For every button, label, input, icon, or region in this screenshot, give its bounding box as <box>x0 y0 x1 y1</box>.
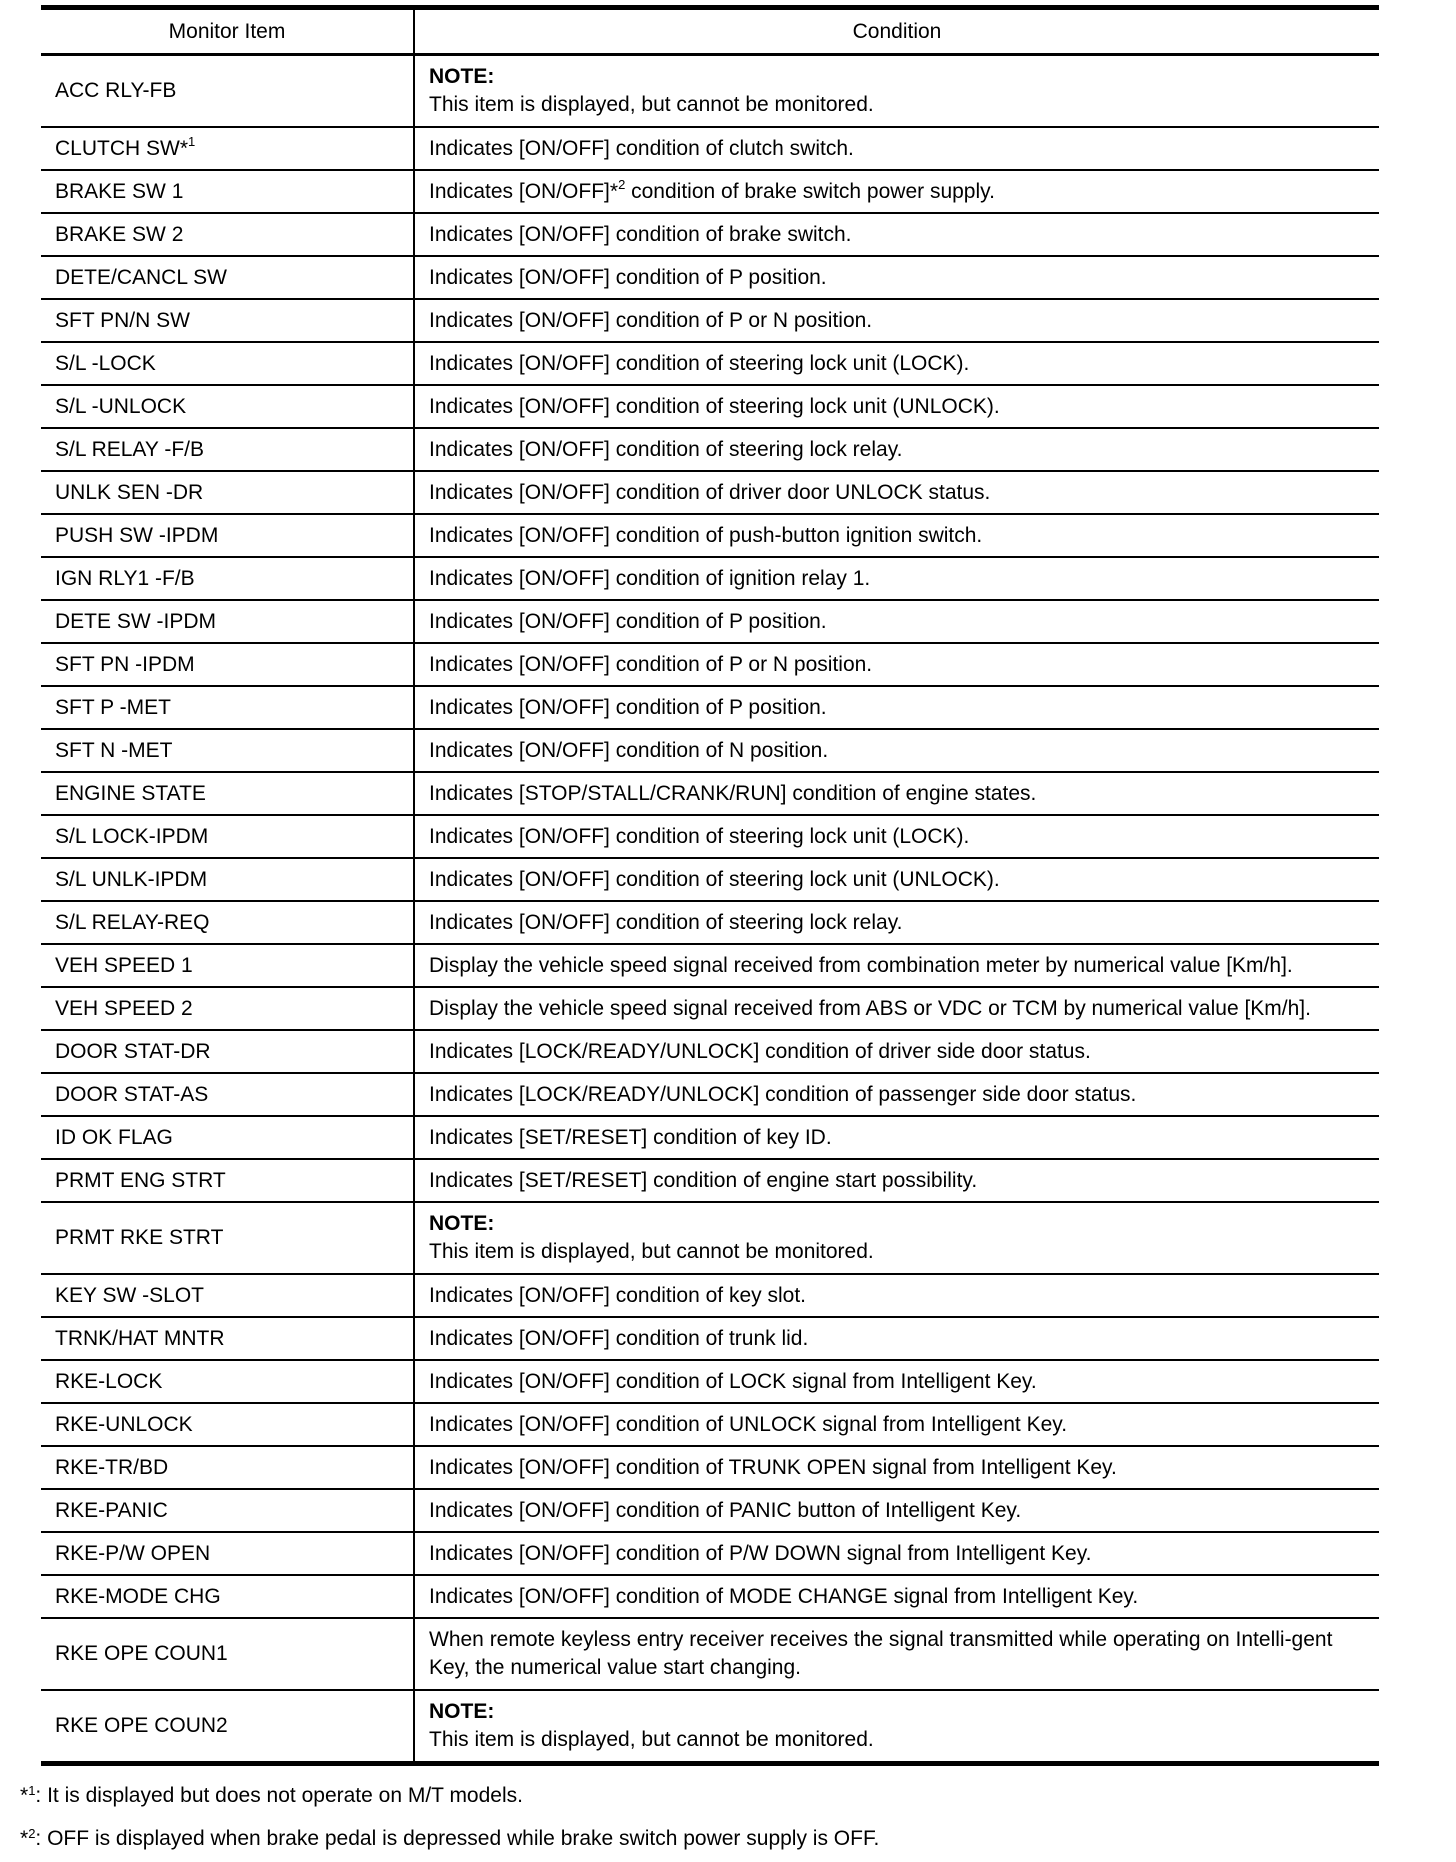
table-row <box>41 1116 1379 1159</box>
condition: Indicates [LOCK/READY/UNLOCK] condition of driver side door status. <box>414 1030 1379 1073</box>
table-row <box>41 1159 1379 1202</box>
monitor-item: RKE OPE COUN2 <box>41 1690 414 1764</box>
table-row <box>41 987 1379 1030</box>
table-row <box>41 1274 1379 1317</box>
condition: Indicates [SET/RESET] condition of key ID. <box>414 1116 1379 1159</box>
condition: Indicates [ON/OFF] condition of push-button ignition switch. <box>414 514 1379 557</box>
table-row <box>41 1532 1379 1575</box>
condition: Indicates [ON/OFF] condition of N position. <box>414 729 1379 772</box>
table-row <box>41 299 1379 342</box>
condition: Indicates [ON/OFF] condition of TRUNK OPEN signal from Intelligent Key. <box>414 1446 1379 1489</box>
table-row <box>41 772 1379 815</box>
monitor-item: RKE-LOCK <box>41 1360 414 1403</box>
table-row <box>41 256 1379 299</box>
monitor-item: CLUTCH SW*$^1$ <box>41 127 414 170</box>
monitor-item: SFT PN -IPDM <box>41 643 414 686</box>
condition: When remote keyless entry receiver receives the signal transmitted while operating on Intelli-gent Key, the numerical value start changing. <box>414 1618 1379 1690</box>
condition: Indicates [ON/OFF] condition of driver door UNLOCK status. <box>414 471 1379 514</box>
monitor-item: PUSH SW -IPDM <box>41 514 414 557</box>
condition-note: NOTE: This item is displayed, but cannot be monitored. <box>414 1202 1379 1274</box>
condition: Indicates [ON/OFF] condition of P position. <box>414 686 1379 729</box>
monitor-item: S/L LOCK-IPDM <box>41 815 414 858</box>
monitor-item: S/L -LOCK <box>41 342 414 385</box>
monitor-item: TRNK/HAT MNTR <box>41 1317 414 1360</box>
table-row <box>41 1073 1379 1116</box>
table-row <box>41 815 1379 858</box>
table-row <box>41 428 1379 471</box>
table-row <box>41 1360 1379 1403</box>
monitor-item: RKE-MODE CHG <box>41 1575 414 1618</box>
condition: Indicates [ON/OFF] condition of MODE CHANGE signal from Intelligent Key. <box>414 1575 1379 1618</box>
table-row <box>41 729 1379 772</box>
monitor-item: ACC RLY-FB <box>41 55 414 128</box>
monitor-item: RKE OPE COUN1 <box>41 1618 414 1690</box>
monitor-item: BRAKE SW 1 <box>41 170 414 213</box>
monitor-item: S/L UNLK-IPDM <box>41 858 414 901</box>
condition: Indicates [ON/OFF] condition of P or N position. <box>414 299 1379 342</box>
monitor-item: S/L RELAY -F/B <box>41 428 414 471</box>
table-row <box>41 901 1379 944</box>
monitor-item: S/L RELAY-REQ <box>41 901 414 944</box>
condition: Indicates [ON/OFF] condition of steering lock unit (UNLOCK). <box>414 385 1379 428</box>
condition: Indicates [ON/OFF] condition of clutch switch. <box>414 127 1379 170</box>
condition: Indicates [ON/OFF] condition of P or N position. <box>414 643 1379 686</box>
condition: Indicates [ON/OFF] condition of LOCK signal from Intelligent Key. <box>414 1360 1379 1403</box>
condition: Indicates [ON/OFF] condition of key slot. <box>414 1274 1379 1317</box>
condition-note: NOTE: This item is displayed, but cannot be monitored. <box>414 1690 1379 1764</box>
table-row <box>41 1317 1379 1360</box>
table-row <box>41 127 1379 170</box>
table-row <box>41 55 1379 128</box>
monitor-item: VEH SPEED 1 <box>41 944 414 987</box>
monitor-item: SFT N -MET <box>41 729 414 772</box>
header-condition: Condition <box>414 8 1379 55</box>
condition: Indicates [ON/OFF] condition of ignition relay 1. <box>414 557 1379 600</box>
condition: Indicates [ON/OFF] condition of steering lock unit (UNLOCK). <box>414 858 1379 901</box>
table-row <box>41 600 1379 643</box>
condition: Indicates [STOP/STALL/CRANK/RUN] condition of engine states. <box>414 772 1379 815</box>
condition: Indicates [ON/OFF] condition of P/W DOWN signal from Intelligent Key. <box>414 1532 1379 1575</box>
table-row <box>41 514 1379 557</box>
table-row <box>41 213 1379 256</box>
condition: Indicates [SET/RESET] condition of engine start possibility. <box>414 1159 1379 1202</box>
condition: Display the vehicle speed signal received from ABS or VDC or TCM by numerical value [Km/h]. <box>414 987 1379 1030</box>
footnote-2: *$^2$: OFF is displayed when brake pedal is depressed while brake switch power supply is OFF. <box>20 1826 880 1850</box>
table-row <box>41 1446 1379 1489</box>
footnote-1: *$^1$: It is displayed but does not operate on M/T models. <box>20 1783 523 1807</box>
monitor-item: DOOR STAT-AS <box>41 1073 414 1116</box>
table-row <box>41 385 1379 428</box>
table-row <box>41 1489 1379 1532</box>
condition: Indicates [ON/OFF] condition of steering lock unit (LOCK). <box>414 342 1379 385</box>
header-monitor-item: Monitor Item <box>41 8 414 55</box>
monitor-item: DETE SW -IPDM <box>41 600 414 643</box>
table-row <box>41 1030 1379 1073</box>
monitor-item: VEH SPEED 2 <box>41 987 414 1030</box>
table-row <box>41 858 1379 901</box>
monitor-item: ENGINE STATE <box>41 772 414 815</box>
condition: Indicates [LOCK/READY/UNLOCK] condition of passenger side door status. <box>414 1073 1379 1116</box>
monitor-item: SFT P -MET <box>41 686 414 729</box>
monitor-item: DOOR STAT-DR <box>41 1030 414 1073</box>
table-row <box>41 944 1379 987</box>
table-row <box>41 557 1379 600</box>
monitor-item: PRMT RKE STRT <box>41 1202 414 1274</box>
condition: Indicates [ON/OFF] condition of UNLOCK signal from Intelligent Key. <box>414 1403 1379 1446</box>
table-row <box>41 342 1379 385</box>
monitor-item: SFT PN/N SW <box>41 299 414 342</box>
condition: Indicates [ON/OFF] condition of PANIC button of Intelligent Key. <box>414 1489 1379 1532</box>
monitor-item: PRMT ENG STRT <box>41 1159 414 1202</box>
table-row <box>41 1403 1379 1446</box>
condition: Indicates [ON/OFF] condition of trunk lid. <box>414 1317 1379 1360</box>
table-row <box>41 686 1379 729</box>
monitor-item: DETE/CANCL SW <box>41 256 414 299</box>
table-row <box>41 1690 1379 1764</box>
condition: Display the vehicle speed signal received from combination meter by numerical value [Km/h]. <box>414 944 1379 987</box>
table-row <box>41 643 1379 686</box>
monitor-item: S/L -UNLOCK <box>41 385 414 428</box>
condition-note: NOTE: This item is displayed, but cannot be monitored. <box>414 55 1379 128</box>
condition: Indicates [ON/OFF]*$^2$ condition of brake switch power supply. <box>414 170 1379 213</box>
table-row <box>41 170 1379 213</box>
monitor-item: RKE-PANIC <box>41 1489 414 1532</box>
condition: Indicates [ON/OFF] condition of P position. <box>414 256 1379 299</box>
monitor-item: ID OK FLAG <box>41 1116 414 1159</box>
monitor-item: KEY SW -SLOT <box>41 1274 414 1317</box>
monitor-item: RKE-P/W OPEN <box>41 1532 414 1575</box>
monitor-item: RKE-UNLOCK <box>41 1403 414 1446</box>
table-row <box>41 471 1379 514</box>
table-row <box>41 1202 1379 1274</box>
monitor-item: UNLK SEN -DR <box>41 471 414 514</box>
condition: Indicates [ON/OFF] condition of brake switch. <box>414 213 1379 256</box>
table-row <box>41 1575 1379 1618</box>
condition: Indicates [ON/OFF] condition of P position. <box>414 600 1379 643</box>
monitor-item-table <box>41 5 1379 1766</box>
monitor-item: BRAKE SW 2 <box>41 213 414 256</box>
condition: Indicates [ON/OFF] condition of steering lock relay. <box>414 428 1379 471</box>
condition: Indicates [ON/OFF] condition of steering lock unit (LOCK). <box>414 815 1379 858</box>
monitor-item: IGN RLY1 -F/B <box>41 557 414 600</box>
monitor-item: RKE-TR/BD <box>41 1446 414 1489</box>
table-row <box>41 1618 1379 1690</box>
condition: Indicates [ON/OFF] condition of steering lock relay. <box>414 901 1379 944</box>
